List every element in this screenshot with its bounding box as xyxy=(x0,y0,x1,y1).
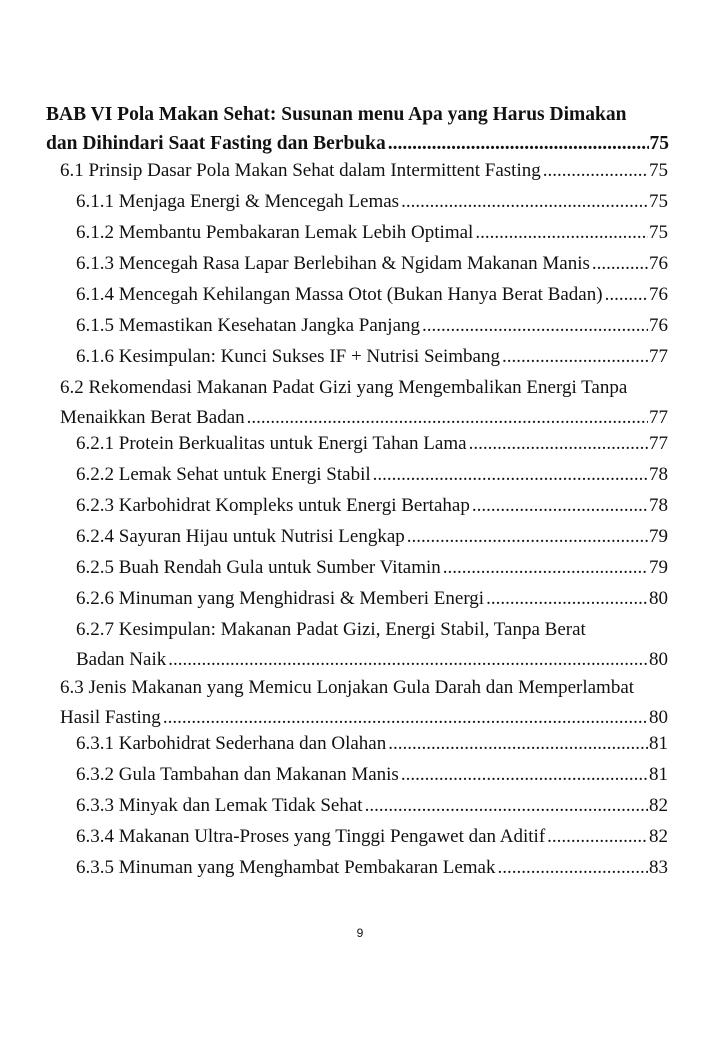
toc-entry-title: 6.1.3 Mencegah Rasa Lapar Berlebihan & Ngidam Makanan Manis xyxy=(76,253,590,274)
leader-dots xyxy=(373,460,648,490)
toc-page-number: 75 xyxy=(649,191,668,212)
toc-entry-title: 6.2.2 Lemak Sehat untuk Energi Stabil xyxy=(76,464,371,485)
toc-entry-title-line1: 6.2 Rekomendasi Makanan Padat Gizi yang Mengembalikan Energi Tanpa xyxy=(60,377,628,398)
toc-entry-title: 6.2.4 Sayuran Hijau untuk Nutrisi Lengkap xyxy=(76,526,405,547)
toc-entry-title: 6.1.6 Kesimpulan: Kunci Sukses IF + Nutrisi Seimbang xyxy=(76,346,500,367)
leader-dots xyxy=(469,429,648,459)
toc-entry-6-1[interactable] xyxy=(60,156,668,186)
toc-page-number: 75 xyxy=(649,133,669,154)
leader-dots xyxy=(168,645,648,675)
leader-dots xyxy=(486,584,648,614)
toc-entry-title: 6.1.2 Membantu Pembakaran Lemak Lebih Optimal xyxy=(76,222,474,243)
toc-page-number: 79 xyxy=(649,526,668,547)
toc-page-number: 82 xyxy=(649,826,668,847)
toc-page-number: 80 xyxy=(649,707,668,728)
leader-dots xyxy=(401,187,648,217)
leader-dots xyxy=(388,129,649,158)
toc-entry-title: 6.2.6 Minuman yang Menghidrasi & Memberi Energi xyxy=(76,588,485,609)
toc-page-number: 76 xyxy=(649,253,668,274)
toc-entry-6-3-5[interactable] xyxy=(76,853,668,883)
toc-entry-title: 6.2.5 Buah Rendah Gula untuk Sumber Vitamin xyxy=(76,557,441,578)
toc-entry-title: 6.3.2 Gula Tambahan dan Makanan Manis xyxy=(76,764,399,785)
toc-entry-6-1-2[interactable] xyxy=(76,218,668,248)
toc-entry-title: 6.2.1 Protein Berkualitas untuk Energi Tahan Lama xyxy=(76,433,467,454)
toc-entry-title-line1: 6.2.7 Kesimpulan: Makanan Padat Gizi, Energi Stabil, Tanpa Berat xyxy=(76,619,586,640)
toc-entry-6-2-2[interactable] xyxy=(76,460,668,490)
toc-page-number: 78 xyxy=(649,495,668,516)
toc-page-number: 77 xyxy=(649,433,668,454)
toc-entry-6-3-3[interactable] xyxy=(76,791,668,821)
toc-entry-title: 6.3.4 Makanan Ultra-Proses yang Tinggi Pengawet dan Aditif xyxy=(76,826,546,847)
leader-dots xyxy=(388,729,648,759)
toc-entry-6-1-5[interactable] xyxy=(76,311,668,341)
toc-page-number: 75 xyxy=(649,222,668,243)
toc-page-number: 83 xyxy=(649,857,668,878)
toc-entry-6-2-3[interactable] xyxy=(76,491,668,521)
toc-page-number: 75 xyxy=(649,160,668,181)
toc-page-number: 76 xyxy=(649,315,668,336)
toc-entry-title: 6.2.3 Karbohidrat Kompleks untuk Energi Bertahap xyxy=(76,495,470,516)
toc-page-number: 82 xyxy=(649,795,668,816)
leader-dots xyxy=(497,853,648,883)
toc-page-number: 80 xyxy=(649,588,668,609)
toc-entry-6-2-7[interactable] xyxy=(76,615,668,675)
toc-page-number: 81 xyxy=(649,733,668,754)
toc-entry-6-3[interactable] xyxy=(60,673,668,733)
toc-entry-title: 6.3.5 Minuman yang Menghambat Pembakaran Lemak xyxy=(76,857,496,878)
toc-entry-6-3-4[interactable] xyxy=(76,822,668,852)
toc-page-number: 79 xyxy=(649,557,668,578)
toc-entry-6-1-3[interactable] xyxy=(76,249,668,279)
toc-entry-title: 6.1 Prinsip Dasar Pola Makan Sehat dalam Intermittent Fasting xyxy=(60,160,541,181)
toc-chapter-title-line1: BAB VI Pola Makan Sehat: Susunan menu Apa yang Harus Dimakan xyxy=(46,104,627,125)
page-number: 9 xyxy=(356,926,364,940)
toc-entry-title-line2: Menaikkan Berat Badan xyxy=(60,407,245,428)
leader-dots xyxy=(475,218,648,248)
toc-page-number: 81 xyxy=(649,764,668,785)
leader-dots xyxy=(502,342,648,372)
toc-entry-title-line2: Hasil Fasting xyxy=(60,707,161,728)
toc-entry-title-line1: 6.3 Jenis Makanan yang Memicu Lonjakan Gula Darah dan Memperlambat xyxy=(60,677,635,698)
toc-entry-6-2-5[interactable] xyxy=(76,553,668,583)
toc-entry-title: 6.1.1 Menjaga Energi & Mencegah Lemas xyxy=(76,191,400,212)
leader-dots xyxy=(592,249,648,279)
toc-page-number: 78 xyxy=(649,464,668,485)
toc-entry-6-1-4[interactable] xyxy=(76,280,668,310)
toc-entry-title: 6.3.3 Minyak dan Lemak Tidak Sehat xyxy=(76,795,363,816)
leader-dots xyxy=(472,491,648,521)
toc-page-number: 77 xyxy=(649,407,668,428)
leader-dots xyxy=(422,311,648,341)
toc-entry-6-2-1[interactable] xyxy=(76,429,668,459)
toc-entry-title: 6.1.4 Mencegah Kehilangan Massa Otot (Bukan Hanya Berat Badan) xyxy=(76,284,603,305)
leader-dots xyxy=(407,522,648,552)
leader-dots xyxy=(605,280,648,310)
leader-dots xyxy=(443,553,648,583)
leader-dots xyxy=(547,822,648,852)
toc-entry-title: 6.3.1 Karbohidrat Sederhana dan Olahan xyxy=(76,733,387,754)
toc-chapter-vi[interactable] xyxy=(46,100,669,158)
leader-dots xyxy=(365,791,648,821)
toc-entry-6-3-1[interactable] xyxy=(76,729,668,759)
toc-page-number: 77 xyxy=(649,346,668,367)
toc-entry-6-3-2[interactable] xyxy=(76,760,668,790)
leader-dots xyxy=(543,156,648,186)
toc-chapter-title-line2: dan Dihindari Saat Fasting dan Berbuka xyxy=(46,133,386,154)
toc-entry-6-1-6[interactable] xyxy=(76,342,668,372)
toc-entry-6-2-4[interactable] xyxy=(76,522,668,552)
toc-page-number: 76 xyxy=(649,284,668,305)
toc-entry-title: 6.1.5 Memastikan Kesehatan Jangka Panjang xyxy=(76,315,421,336)
toc-page-number: 80 xyxy=(649,649,668,670)
toc-entry-6-2[interactable] xyxy=(60,373,668,433)
leader-dots xyxy=(401,760,648,790)
toc-entry-6-2-6[interactable] xyxy=(76,584,668,614)
toc-entry-6-1-1[interactable] xyxy=(76,187,668,217)
toc-entry-title-line2: Badan Naik xyxy=(76,649,167,670)
